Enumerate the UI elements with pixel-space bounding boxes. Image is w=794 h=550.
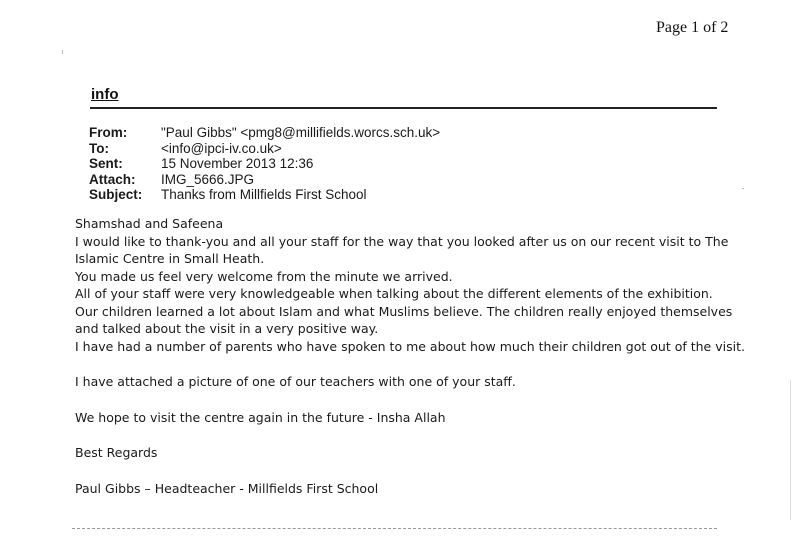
body-line: You made us feel very welcome from the minute we arrived. (75, 268, 453, 284)
header-subject (89, 187, 440, 203)
body-line: Islamic Centre in Small Heath. (75, 251, 265, 266)
header-label: Attach: (89, 171, 136, 187)
attachment-name[interactable]: IMG_5666.JPG (161, 171, 255, 187)
email-body (75, 215, 765, 497)
header-label: Subject: (89, 187, 143, 202)
footer-divider (72, 528, 717, 529)
paragraph-gap (75, 355, 765, 373)
header-value: <info@ipci-iv.co.uk> (161, 140, 282, 156)
body-line: I would like to thank-you and all your staff for the way that you looked after us on our recent visit to The (75, 233, 729, 249)
body-line: I have had a number of parents who have spoken to me about how much their children got out of the visit. (75, 338, 745, 354)
body-line: I have attached a picture of one of our teachers with one of your staff. (75, 374, 516, 389)
header-label: Sent: (89, 156, 123, 171)
header-label: From: (89, 125, 128, 140)
scan-speck (62, 50, 63, 54)
paragraph-gap (75, 462, 765, 480)
title-divider (90, 107, 717, 109)
header-from (89, 125, 440, 141)
signature: Paul Gibbs – Headteacher - Millfields First School (75, 480, 379, 496)
scan-speck (742, 188, 744, 189)
header-value: 15 November 2013 12:36 (161, 156, 314, 171)
header-to (89, 141, 440, 157)
body-line: All of your staff were very knowledgeable when talking about the different elements of the exhibition. (75, 286, 713, 301)
page-number: Page 1 of 2 (656, 19, 729, 36)
header-value: "Paul Gibbs" <pmg8@millifields.worcs.sch.uk> (161, 125, 441, 140)
email-title: info (91, 86, 119, 103)
body-line: We hope to visit the centre again in the future - Insha Allah (75, 409, 446, 425)
body-line: and talked about the visit in a very positive way. (75, 321, 379, 336)
header-sent (89, 156, 440, 172)
email-headers (89, 125, 440, 203)
scan-edge-line (790, 380, 791, 520)
paragraph-gap (75, 426, 765, 444)
header-attach (89, 172, 440, 188)
paragraph-gap (75, 391, 765, 409)
closing: Best Regards (75, 445, 158, 460)
header-label: To: (89, 140, 109, 156)
body-line: Our children learned a lot about Islam and what Muslims believe. The children really enjoyed themselves (75, 303, 733, 319)
header-value: Thanks from Millfields First School (161, 187, 367, 202)
greeting: Shamshad and Safeena (75, 216, 224, 231)
